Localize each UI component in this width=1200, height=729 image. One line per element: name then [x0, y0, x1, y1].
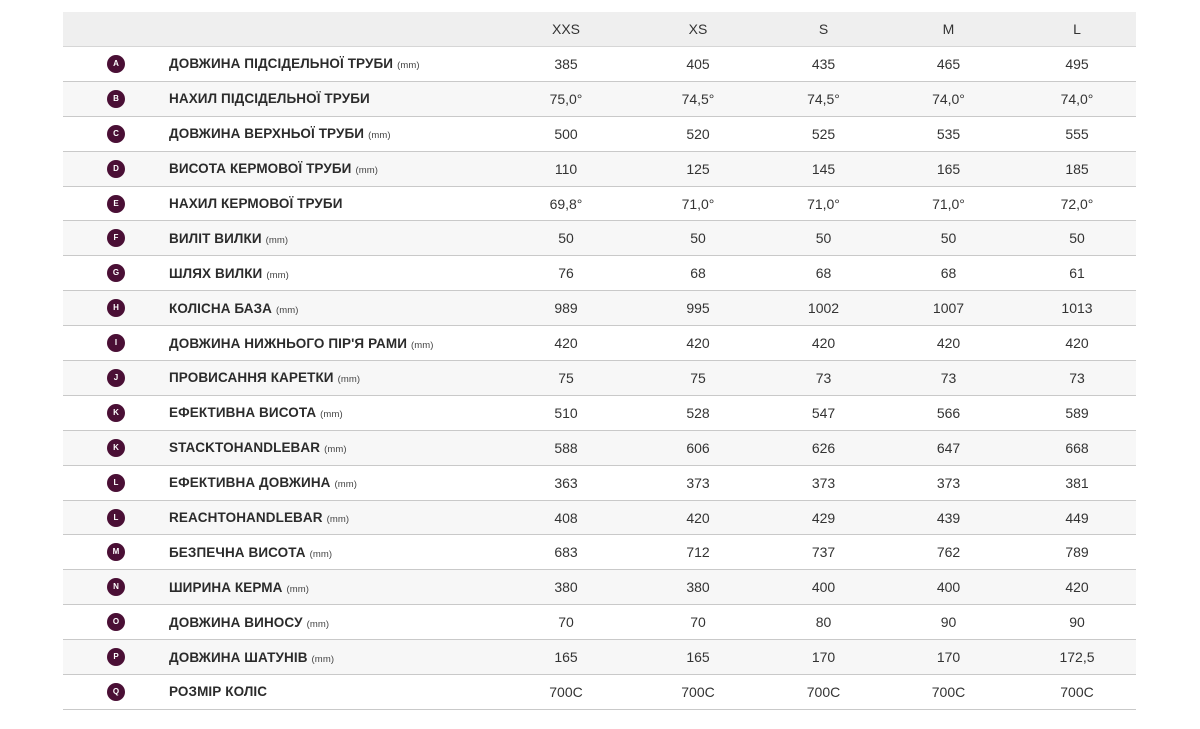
row-label-cell [169, 196, 504, 211]
row-unit: (mm) [334, 479, 358, 491]
row-value-l: 1013 [1061, 300, 1093, 317]
row-value-xs: 528 [686, 404, 710, 421]
row-unit: (mm) [306, 618, 330, 630]
row-value-m: 50 [940, 230, 957, 247]
row-value-xs: 405 [686, 55, 710, 72]
row-value-xs: 71,0° [681, 195, 715, 212]
row-label-cell [169, 301, 504, 316]
row-value-xs: 74,5° [681, 90, 715, 107]
row-label-cell [169, 56, 504, 71]
table-row [63, 291, 1136, 326]
row-label: ДОВЖИНА НИЖНЬОГО ПІР'Я РАМИ [169, 335, 408, 351]
table-row [63, 47, 1136, 82]
row-badge-cell [63, 264, 169, 282]
row-letter-badge: C [107, 125, 125, 143]
row-value-xxs: 700C [549, 683, 583, 700]
row-letter-badge: D [107, 160, 125, 178]
row-label: STACKTOHANDLEBAR [169, 440, 321, 456]
row-value-s: 71,0° [807, 195, 840, 212]
row-value-l: 381 [1065, 474, 1089, 491]
header-size-xxs: XXS [551, 21, 580, 37]
table-row [63, 605, 1136, 640]
row-value-xs: 700C [681, 683, 715, 700]
row-value-xs: 420 [686, 509, 710, 526]
row-value-m: 420 [936, 335, 961, 352]
row-label-cell [169, 510, 504, 525]
row-label: ДОВЖИНА ШАТУНІВ [169, 649, 308, 665]
row-value-l: 495 [1065, 55, 1089, 72]
row-value-xs: 125 [686, 160, 710, 177]
row-label: НАХИЛ КЕРМОВОЇ ТРУБИ [169, 196, 343, 211]
row-value-xxs: 683 [554, 544, 578, 561]
row-value-s: 1002 [807, 300, 840, 317]
row-value-xxs: 165 [554, 649, 578, 666]
row-value-m: 1007 [932, 300, 965, 317]
row-unit: (mm) [286, 583, 310, 595]
row-unit: (mm) [326, 514, 350, 526]
row-value-m: 647 [936, 439, 961, 456]
row-value-m: 165 [936, 160, 961, 177]
row-badge-cell [63, 543, 169, 561]
row-badge-cell [63, 509, 169, 527]
row-value-s: 525 [811, 125, 836, 142]
row-label-cell [169, 580, 504, 595]
row-badge-cell [63, 578, 169, 596]
row-value-xxs: 69,8° [549, 195, 583, 212]
row-letter-badge: A [107, 55, 125, 73]
row-value-m: 762 [936, 544, 961, 561]
row-value-l: 73 [1069, 369, 1085, 386]
row-value-xs: 606 [686, 439, 710, 456]
row-value-l: 50 [1069, 230, 1085, 247]
row-value-m: 90 [940, 614, 957, 631]
row-unit: (mm) [311, 653, 335, 665]
row-value-m: 566 [936, 404, 961, 421]
row-label-cell [169, 405, 504, 420]
row-unit: (mm) [368, 130, 391, 142]
row-value-s: 80 [815, 614, 832, 631]
table-row [63, 152, 1136, 187]
row-badge-cell [63, 90, 169, 108]
table-row [63, 501, 1136, 536]
row-badge-cell [63, 404, 169, 422]
row-value-s: 420 [811, 335, 836, 352]
row-label: REACHTOHANDLEBAR [169, 510, 323, 526]
table-row [63, 326, 1136, 361]
row-value-m: 170 [936, 649, 961, 666]
row-value-xxs: 989 [554, 300, 578, 317]
row-unit: (mm) [266, 269, 289, 281]
row-label: НАХИЛ ПІДСІДЕЛЬНОЇ ТРУБИ [169, 91, 370, 107]
row-letter-badge: Q [107, 683, 125, 701]
row-label-cell [169, 126, 504, 141]
row-value-l: 668 [1065, 439, 1089, 456]
row-label: ПРОВИСАННЯ КАРЕТКИ [169, 370, 334, 386]
row-value-m: 400 [936, 579, 961, 596]
row-value-xs: 68 [690, 265, 706, 282]
row-value-m: 68 [940, 265, 957, 282]
row-label: ШЛЯХ ВИЛКИ [169, 265, 263, 281]
row-label-cell [169, 545, 504, 560]
row-badge-cell [63, 195, 169, 213]
row-value-s: 50 [815, 230, 832, 247]
row-letter-badge: L [107, 509, 125, 527]
row-value-s: 73 [815, 369, 832, 386]
row-letter-badge: G [107, 264, 125, 282]
row-value-m: 73 [940, 369, 957, 386]
row-value-l: 449 [1065, 509, 1089, 526]
row-badge-cell [63, 125, 169, 143]
row-value-xxs: 50 [558, 230, 574, 247]
row-label: ЕФЕКТИВНА ДОВЖИНА [169, 475, 331, 491]
table-row [63, 396, 1136, 431]
row-value-l: 172,5 [1059, 649, 1095, 666]
row-value-s: 145 [811, 160, 836, 177]
row-label: ВИСОТА КЕРМОВОЇ ТРУБИ [169, 161, 352, 177]
row-letter-badge: I [107, 334, 125, 352]
row-label-cell [169, 615, 504, 630]
row-value-s: 68 [815, 265, 832, 282]
row-value-l: 61 [1069, 265, 1085, 282]
row-value-m: 373 [936, 474, 961, 491]
row-value-xxs: 75,0° [549, 90, 583, 107]
row-letter-badge: K [107, 404, 125, 422]
row-value-l: 700C [1060, 683, 1094, 700]
row-value-l: 420 [1065, 579, 1089, 596]
table-row [63, 535, 1136, 570]
table-row [63, 570, 1136, 605]
row-badge-cell [63, 55, 169, 73]
row-label: ДОВЖИНА ВЕРХНЬОЇ ТРУБИ [169, 126, 365, 142]
row-value-l: 589 [1065, 404, 1089, 421]
row-value-l: 789 [1065, 544, 1089, 561]
row-label-cell [169, 336, 504, 351]
table-row [63, 256, 1136, 291]
row-badge-cell [63, 299, 169, 317]
table-row [63, 640, 1136, 675]
row-value-s: 435 [811, 55, 836, 72]
row-value-xxs: 385 [554, 55, 578, 72]
row-value-xs: 165 [686, 649, 710, 666]
table-row [63, 361, 1136, 396]
row-letter-badge: E [107, 195, 125, 213]
row-value-xs: 520 [686, 125, 710, 142]
row-value-xxs: 75 [558, 369, 574, 386]
table-row [63, 466, 1136, 501]
row-value-xxs: 363 [554, 474, 578, 491]
row-value-l: 74,0° [1060, 90, 1094, 107]
row-badge-cell [63, 369, 169, 387]
row-letter-badge: L [107, 474, 125, 492]
row-value-m: 74,0° [932, 90, 965, 107]
row-label: РОЗМІР КОЛІС [169, 684, 268, 700]
row-letter-badge: O [107, 613, 125, 631]
row-value-xs: 50 [690, 230, 706, 247]
row-badge-cell [63, 613, 169, 631]
row-badge-cell [63, 229, 169, 247]
row-label-cell [169, 266, 504, 281]
row-badge-cell [63, 160, 169, 178]
table-body [63, 47, 1136, 710]
row-label: ДОВЖИНА ВИНОСУ [169, 614, 303, 630]
row-value-m: 439 [936, 509, 961, 526]
row-value-xxs: 500 [554, 125, 578, 142]
header-size-xs: XS [688, 21, 708, 37]
row-letter-badge: P [107, 648, 125, 666]
table-header-row [63, 12, 1136, 47]
row-label-cell [169, 440, 504, 455]
row-letter-badge: J [107, 369, 125, 387]
row-badge-cell [63, 439, 169, 457]
row-label: ВИЛІТ ВИЛКИ [169, 230, 262, 246]
row-unit: (mm) [411, 339, 434, 351]
row-value-xxs: 110 [554, 160, 578, 177]
row-badge-cell [63, 648, 169, 666]
row-label: ДОВЖИНА ПІДСІДЕЛЬНОЇ ТРУБИ [169, 56, 394, 72]
row-unit: (mm) [355, 165, 379, 177]
row-value-m: 465 [936, 55, 961, 72]
table-row [63, 187, 1136, 222]
row-unit: (mm) [275, 304, 299, 316]
row-value-l: 555 [1065, 125, 1089, 142]
table-row [63, 117, 1136, 152]
row-value-s: 373 [811, 474, 836, 491]
row-value-xxs: 588 [554, 439, 578, 456]
table-row [63, 675, 1136, 710]
row-label-cell [169, 231, 504, 246]
row-value-s: 429 [811, 509, 836, 526]
row-value-s: 547 [811, 404, 836, 421]
row-badge-cell [63, 683, 169, 701]
row-value-s: 400 [811, 579, 836, 596]
row-value-xxs: 70 [558, 614, 574, 631]
row-value-xs: 380 [686, 579, 710, 596]
row-label-cell [169, 650, 504, 665]
table-row [63, 221, 1136, 256]
row-label: ЕФЕКТИВНА ВИСОТА [169, 405, 317, 421]
row-unit: (mm) [397, 60, 420, 72]
row-badge-cell [63, 334, 169, 352]
row-value-l: 72,0° [1060, 195, 1094, 212]
row-label: КОЛІСНА БАЗА [169, 300, 272, 316]
row-value-s: 626 [811, 439, 836, 456]
row-badge-cell [63, 474, 169, 492]
row-value-l: 185 [1065, 160, 1089, 177]
row-value-xs: 420 [686, 335, 710, 352]
header-size-m: M [942, 21, 955, 37]
row-value-s: 700C [806, 683, 841, 700]
row-value-xxs: 408 [554, 509, 578, 526]
row-label-cell [169, 91, 504, 106]
row-value-l: 420 [1065, 335, 1089, 352]
row-letter-badge: N [107, 578, 125, 596]
row-label-cell [169, 370, 504, 385]
row-value-xs: 70 [690, 614, 706, 631]
row-value-s: 170 [811, 649, 836, 666]
row-value-m: 535 [936, 125, 961, 142]
row-letter-badge: F [107, 229, 125, 247]
row-value-xxs: 510 [554, 404, 578, 421]
row-letter-badge: M [107, 543, 125, 561]
table-row [63, 82, 1136, 117]
row-value-s: 74,5° [807, 90, 840, 107]
row-label-cell [169, 475, 504, 490]
row-letter-badge: H [107, 299, 125, 317]
row-label: ШИРИНА КЕРМА [169, 579, 283, 595]
row-unit: (mm) [337, 374, 361, 386]
row-unit: (mm) [320, 409, 343, 421]
row-unit: (mm) [324, 444, 347, 456]
row-label-cell [169, 161, 504, 176]
row-value-xs: 995 [686, 300, 710, 317]
row-value-xs: 712 [686, 544, 710, 561]
row-unit: (mm) [309, 548, 333, 560]
row-value-xxs: 76 [558, 265, 574, 282]
table-row [63, 431, 1136, 466]
row-value-m: 71,0° [932, 195, 965, 212]
row-label: БЕЗПЕЧНА ВИСОТА [169, 544, 306, 560]
row-value-m: 700C [931, 683, 966, 700]
row-value-s: 737 [811, 544, 836, 561]
row-unit: (mm) [265, 234, 289, 246]
row-value-xxs: 420 [554, 335, 578, 352]
row-label-cell [169, 684, 504, 699]
header-size-s: S [818, 21, 829, 37]
row-value-xs: 373 [686, 474, 710, 491]
row-letter-badge: K [107, 439, 125, 457]
row-letter-badge: B [107, 90, 125, 108]
row-value-l: 90 [1069, 614, 1085, 631]
row-value-xs: 75 [690, 369, 706, 386]
geometry-table [63, 12, 1136, 710]
row-value-xxs: 380 [554, 579, 578, 596]
header-size-l: L [1073, 21, 1081, 37]
